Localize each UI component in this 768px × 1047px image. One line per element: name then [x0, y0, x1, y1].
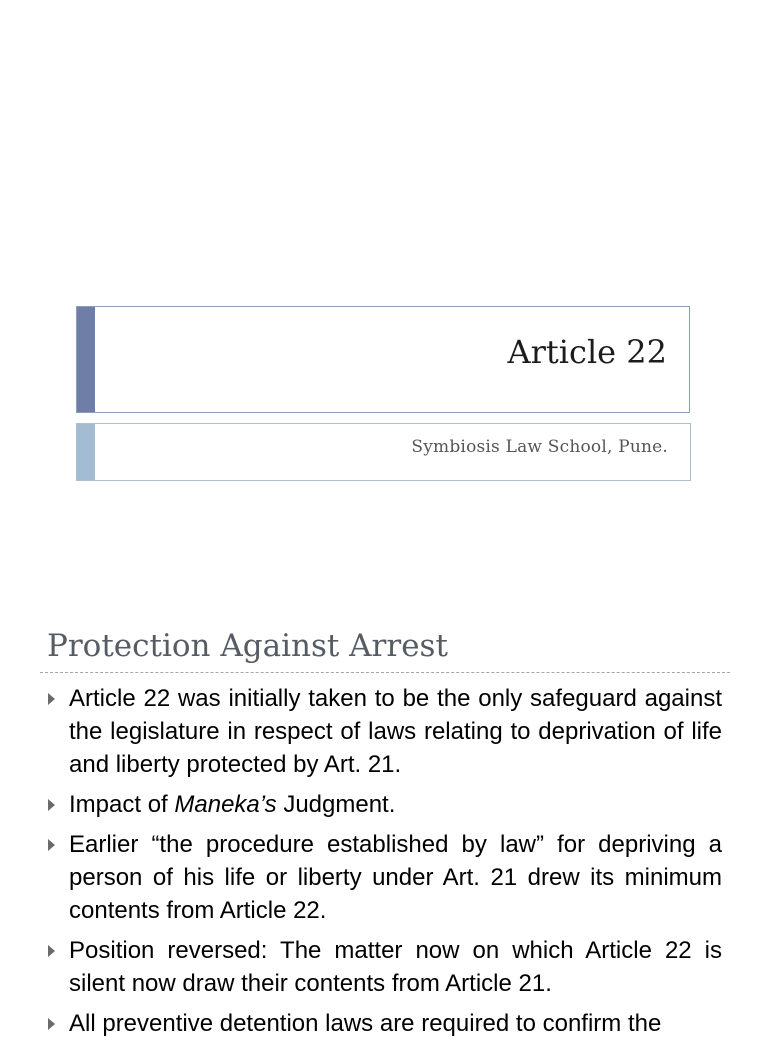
title-accent-bar — [77, 307, 95, 412]
bullet-text-italic: Maneka’s — [174, 791, 277, 818]
bullet-text: All preventive detention laws are required to confirm the — [69, 1010, 662, 1037]
bullet-text: Earlier “the procedure established by law” for depriving a person of his life or liberty under Art. 21 drew its minimum contents from Article 22. — [69, 831, 722, 924]
title-box — [76, 306, 690, 413]
bullet-arrow-icon — [48, 1018, 55, 1030]
bullet-text: Position reversed: The matter now on which Article 22 is silent now draw their contents from Article 21. — [69, 937, 722, 997]
bullet-arrow-icon — [48, 799, 55, 811]
bullet-arrow-icon — [48, 693, 55, 705]
content-slide-title: Protection Against Arrest — [47, 628, 448, 664]
title-divider — [40, 672, 730, 673]
bullet-item — [0, 828, 768, 927]
subtitle-accent-bar — [77, 424, 95, 480]
slide-subtitle: Symbiosis Law School, Pune. — [411, 437, 668, 457]
bullet-item — [0, 682, 768, 781]
bullet-arrow-icon — [48, 839, 55, 851]
content-slide — [0, 620, 768, 1037]
bullet-text-post: Judgment. — [276, 791, 396, 818]
bullet-list — [0, 682, 768, 1047]
bullet-text-pre: Impact of — [69, 791, 175, 818]
bullet-item — [0, 934, 768, 1000]
slide-title: Article 22 — [507, 333, 667, 371]
bullet-item — [0, 788, 768, 821]
subtitle-box — [76, 423, 691, 481]
bullet-arrow-icon — [48, 945, 55, 957]
bullet-text: Article 22 was initially taken to be the only safeguard against the legislature in respect of laws relating to deprivation of life and liberty protected by Art. 21. — [69, 685, 722, 778]
